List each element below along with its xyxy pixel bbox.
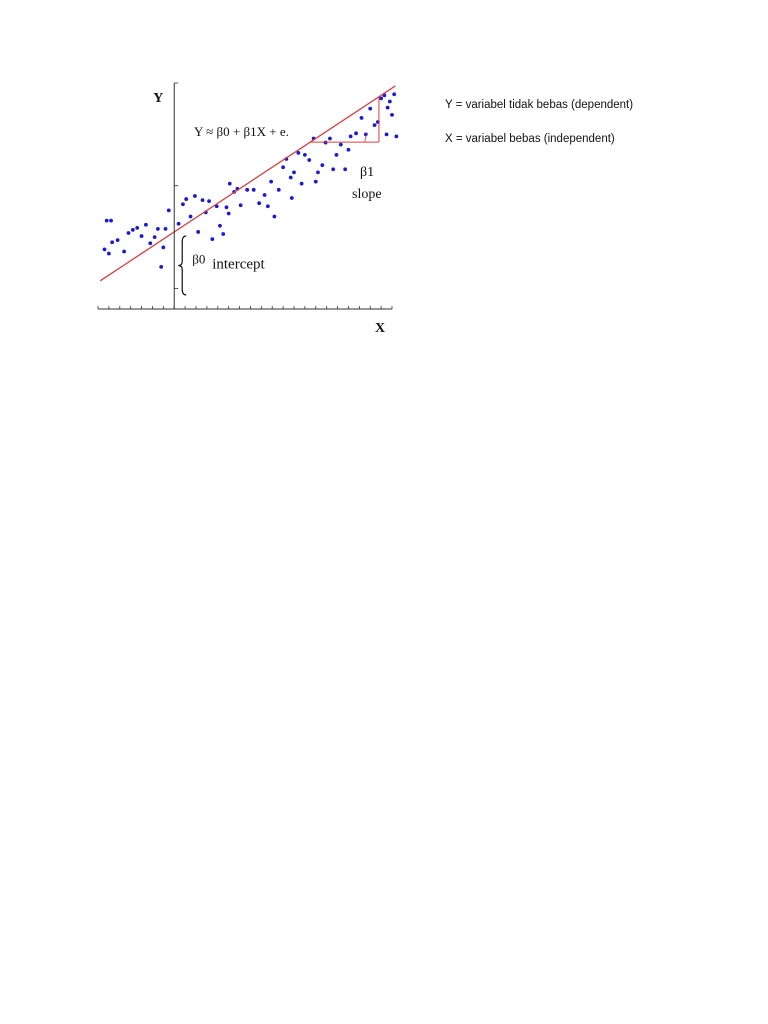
- data-point: [385, 132, 389, 136]
- x-axis-label: X: [375, 321, 386, 336]
- data-point: [184, 197, 188, 201]
- regression-chart: [90, 75, 400, 345]
- data-point: [373, 123, 377, 127]
- data-point: [314, 180, 318, 184]
- data-point: [177, 222, 181, 226]
- data-point: [303, 153, 307, 157]
- data-point: [221, 232, 225, 236]
- data-point: [379, 97, 383, 101]
- data-point: [360, 116, 364, 120]
- data-point: [390, 113, 394, 117]
- data-point: [135, 226, 139, 230]
- data-point: [105, 219, 109, 223]
- data-point: [292, 170, 296, 174]
- data-point: [281, 165, 285, 169]
- data-point: [131, 228, 135, 232]
- data-point: [354, 131, 358, 135]
- slope-word-label: slope: [352, 187, 382, 202]
- data-point: [339, 143, 343, 147]
- data-point: [167, 208, 171, 212]
- data-point: [161, 245, 165, 249]
- intercept-symbol-label: β0: [192, 251, 206, 267]
- data-point: [392, 92, 396, 96]
- data-point: [196, 230, 200, 234]
- data-point: [156, 227, 160, 231]
- data-point: [263, 193, 267, 197]
- data-point: [331, 167, 335, 171]
- data-point: [159, 265, 163, 269]
- data-point: [189, 215, 193, 219]
- y-axis-ticks: [174, 83, 178, 288]
- data-point: [368, 107, 372, 111]
- data-point: [289, 176, 293, 180]
- data-point: [273, 215, 277, 219]
- equation-annotation: Y ≈ β0 + β1X + e.: [194, 124, 289, 139]
- y-axis-label: Y: [153, 91, 164, 106]
- data-point: [386, 106, 390, 110]
- scatter-points: [103, 92, 399, 268]
- intercept-brace: [178, 236, 186, 295]
- data-point: [300, 182, 304, 186]
- data-point: [320, 163, 324, 167]
- data-point: [245, 188, 249, 192]
- data-point: [266, 204, 270, 208]
- data-point: [164, 227, 168, 231]
- data-point: [109, 219, 113, 223]
- data-point: [193, 194, 197, 198]
- data-point: [140, 234, 144, 238]
- data-point: [122, 250, 126, 254]
- data-point: [207, 199, 211, 203]
- data-point: [210, 237, 214, 241]
- data-point: [349, 135, 353, 139]
- data-point: [103, 248, 107, 252]
- data-point: [252, 188, 256, 192]
- data-point: [225, 205, 229, 209]
- data-point: [394, 135, 398, 139]
- data-point: [201, 198, 205, 202]
- data-point: [335, 153, 339, 157]
- data-point: [239, 203, 243, 207]
- data-point: [144, 223, 148, 227]
- data-point: [347, 148, 351, 152]
- data-point: [110, 240, 114, 244]
- data-point: [227, 212, 231, 216]
- data-point: [388, 100, 392, 104]
- data-point: [116, 238, 120, 242]
- data-point: [148, 241, 152, 245]
- data-point: [181, 202, 185, 206]
- data-point: [153, 235, 157, 239]
- data-point: [324, 141, 328, 145]
- data-point: [257, 201, 261, 205]
- data-point: [343, 167, 347, 171]
- data-point: [218, 224, 222, 228]
- data-point: [328, 137, 332, 141]
- data-point: [307, 158, 311, 162]
- data-point: [127, 231, 131, 235]
- intercept-word-label: intercept: [212, 256, 265, 273]
- legend-independent: X = variabel bebas (independent): [445, 133, 615, 145]
- data-point: [269, 180, 273, 184]
- data-point: [228, 182, 232, 186]
- data-point: [107, 252, 111, 256]
- slope-symbol-label: β1: [360, 165, 375, 180]
- fit-line: [100, 86, 395, 281]
- data-point: [277, 188, 281, 192]
- data-point: [316, 170, 320, 174]
- data-point: [290, 196, 294, 200]
- legend-dependent: Y = variabel tidak bebas (dependent): [445, 99, 634, 111]
